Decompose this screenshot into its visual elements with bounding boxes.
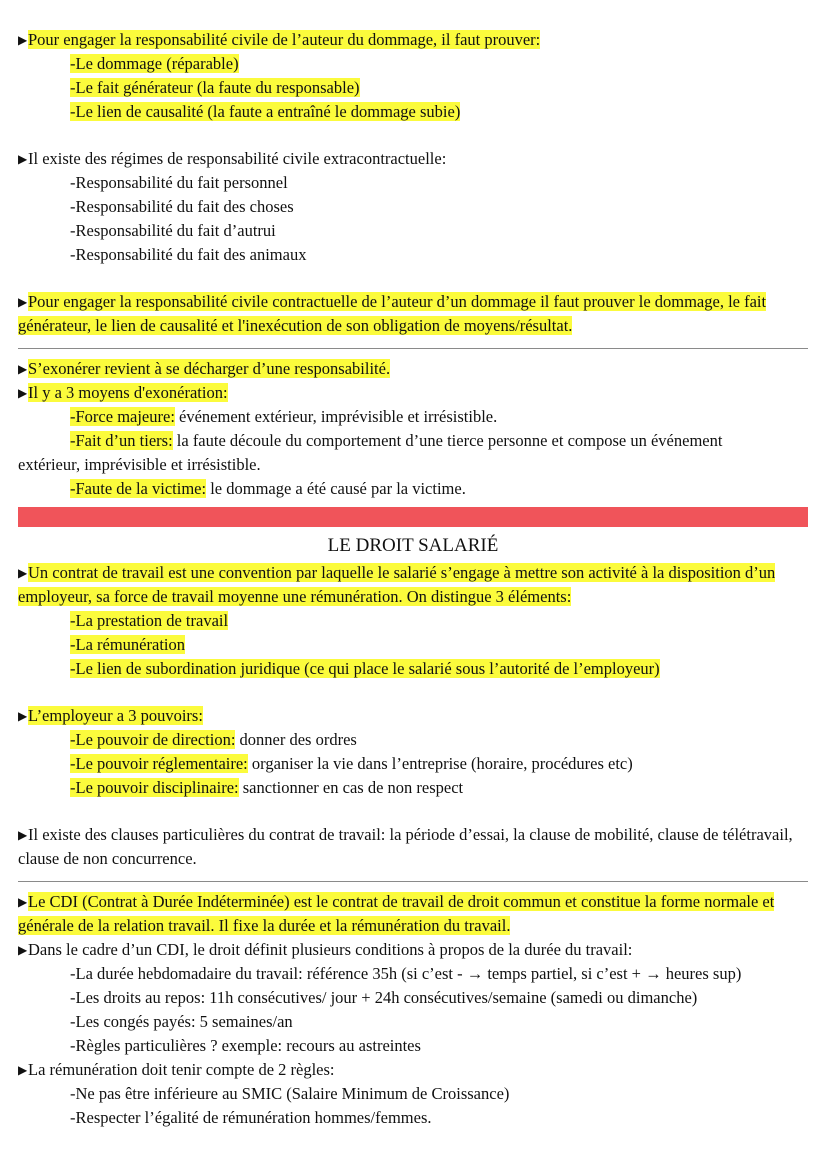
paragraph-contractual-liability: ▶Pour engager la responsabilité civile contractuelle de l’auteur d’un dommage il faut prouver le dommage, le fait générateur, le lien de causalité et l'inexécution de son obligation de moyens/résultat. <box>18 292 767 335</box>
list-item-fait-tiers: -Fait d’un tiers: la faute découle du comportement d’une tierce personne et compose un événement <box>70 431 723 450</box>
bullet-icon: ▶ <box>18 895 28 909</box>
list-item: -La durée hebdomadaire du travail: référence 35h (si c’est - → temps partiel, si c’est + → heures sup) <box>70 964 742 983</box>
paragraph-exoneration-means: ▶Il y a 3 moyens d'exonération: <box>18 381 808 405</box>
bullet-icon: ▶ <box>18 566 28 580</box>
bullet-icon: ▶ <box>18 386 28 400</box>
paragraph-remuneration-rules: ▶La rémunération doit tenir compte de 2 règles: <box>18 1058 808 1082</box>
list-item: -Règles particulières ? exemple: recours au astreintes <box>70 1036 421 1055</box>
paragraph-cdi-duration: ▶Dans le cadre d’un CDI, le droit définit plusieurs conditions à propos de la durée du travail: <box>18 938 808 962</box>
bullet-icon: ▶ <box>18 362 28 376</box>
bullet-icon: ▶ <box>18 33 28 47</box>
paragraph-employer-powers: ▶L’employeur a 3 pouvoirs: <box>18 704 808 728</box>
list-item: -Responsabilité du fait des animaux <box>70 245 307 264</box>
bullet-icon: ▶ <box>18 709 28 723</box>
list-item: -Le pouvoir de direction: donner des ordres <box>70 730 357 749</box>
divider <box>18 348 808 349</box>
section-separator-bar <box>18 507 808 527</box>
list-item: -Le dommage (réparable) <box>70 54 239 73</box>
spacer <box>18 800 808 823</box>
paragraph-extracontractual-regimes: ▶Il existe des régimes de responsabilité civile extracontractuelle: <box>18 147 808 171</box>
bullet-icon: ▶ <box>18 152 28 166</box>
list-item: -La prestation de travail <box>70 611 229 630</box>
list-item: -Responsabilité du fait personnel <box>70 173 288 192</box>
list-item: -Les congés payés: 5 semaines/an <box>70 1012 293 1031</box>
list-item: -Le lien de causalité (la faute a entraîné le dommage subie) <box>70 102 461 121</box>
list-item: -Le pouvoir disciplinaire: sanctionner en cas de non respect <box>70 778 464 797</box>
list-item: -Ne pas être inférieure au SMIC (Salaire Minimum de Croissance) <box>70 1084 510 1103</box>
paragraph-cdi: ▶Le CDI (Contrat à Durée Indéterminée) est le contrat de travail de droit commun et constitue la forme normale et générale de la relation travail. Il fixe la durée et la rémunération du travail. <box>18 892 775 935</box>
list-item: -La rémunération <box>70 635 185 654</box>
paragraph-work-contract: ▶Un contrat de travail est une convention par laquelle le salarié s’engage à mettre son activité à la disposition d’un employeur, sa force de travail moyenne une rémunération. On distingue 3 éléments: <box>18 563 776 606</box>
spacer <box>18 267 808 290</box>
spacer <box>18 124 808 147</box>
paragraph-special-clauses: ▶Il existe des clauses particulières du contrat de travail: la période d’essai, la clause de mobilité, clause de télétravail, clause de non concurrence. <box>18 825 793 868</box>
section-title: LE DROIT SALARIÉ <box>327 535 499 556</box>
highlighted-text: Pour engager la responsabilité civile de l’auteur du dommage, il faut prouver: <box>28 30 541 49</box>
spacer <box>18 681 808 704</box>
divider <box>18 881 808 882</box>
list-item: -Responsabilité du fait des choses <box>70 197 294 216</box>
list-item: -Respecter l’égalité de rémunération hommes/femmes. <box>70 1108 432 1127</box>
list-item-continuation: extérieur, imprévisible et irrésistible. <box>18 455 261 474</box>
bullet-icon: ▶ <box>18 943 28 957</box>
bullet-icon: ▶ <box>18 1063 28 1077</box>
bullet-icon: ▶ <box>18 295 28 309</box>
list-item-force-majeure: -Force majeure: événement extérieur, imprévisible et irrésistible. <box>70 407 498 426</box>
document-page <box>18 28 808 1130</box>
list-item: -Le lien de subordination juridique (ce qui place le salarié sous l’autorité de l’employeur) <box>70 659 660 678</box>
list-item-faute-victime: -Faute de la victime: le dommage a été causé par la victime. <box>70 479 466 498</box>
list-item: -Le fait générateur (la faute du responsable) <box>70 78 360 97</box>
paragraph-exoneration: ▶S’exonérer revient à se décharger d’une responsabilité. <box>18 357 808 381</box>
paragraph-civil-liability-proof <box>18 28 808 52</box>
bullet-icon: ▶ <box>18 828 28 842</box>
list-item: -Responsabilité du fait d’autrui <box>70 221 276 240</box>
list-item: -Le pouvoir réglementaire: organiser la vie dans l’entreprise (horaire, procédures etc) <box>70 754 633 773</box>
list-item: -Les droits au repos: 11h consécutives/ jour + 24h consécutives/semaine (samedi ou dimanche) <box>70 988 698 1007</box>
